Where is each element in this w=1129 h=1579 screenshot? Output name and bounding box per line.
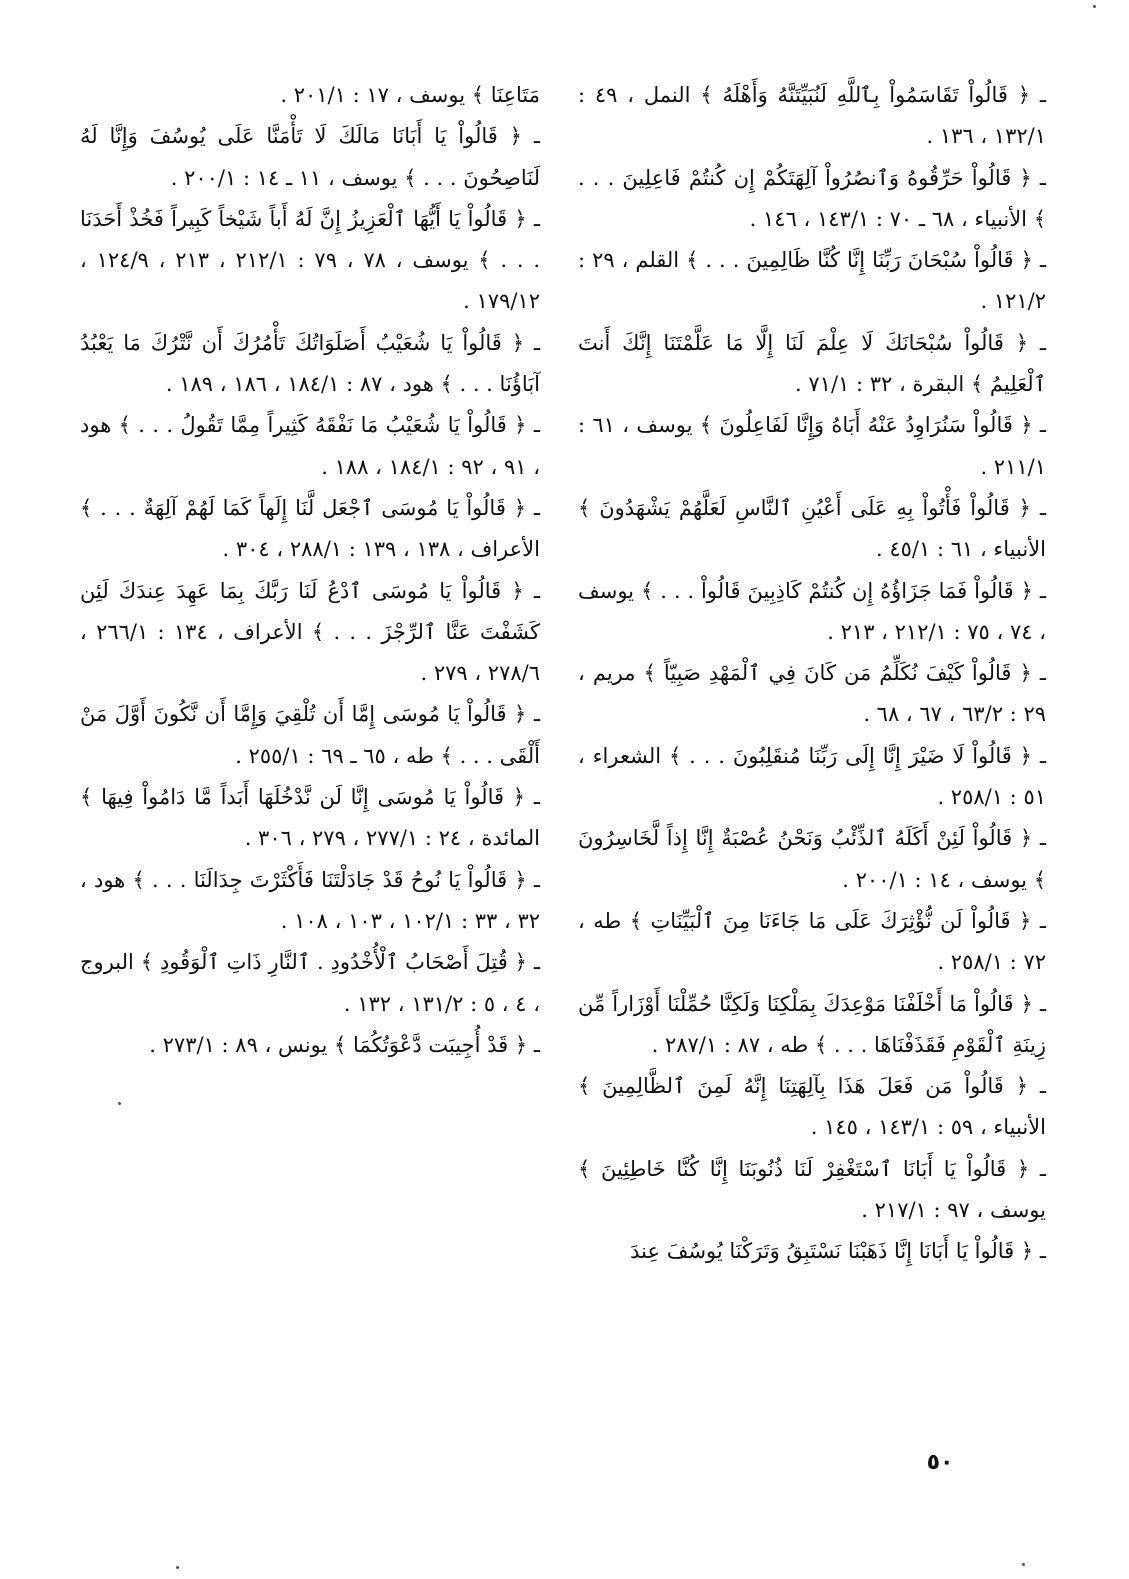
index-entry: ـ ﴿ قَالُواْ يَا مُوسَى ٱجْعَل لَّنَا إِلَهاً كَمَا لَهُمْ آلِهَةٌ . . . ﴾ الأعراف ، ١٣٨ ، ١٣٩ : ٢٨٨/١ ، ٣٠٤ .	[80, 495, 540, 562]
index-entry: ـ ﴿ قَالُواْ لَا ضَيْرَ إِنَّا إِلَى رَبِّنَا مُنقَلِبُونَ . . . ﴾ الشعراء ، ٥١ : ٢٥٨/١ .	[578, 743, 1046, 810]
index-entry: ـ ﴿ قَالُواْ مَن فَعَلَ هَذَا بِآلِهَتِنَا إِنَّهُ لَمِنَ ٱلظَّالِمِينَ ﴾ الأنبياء ، ٥٩ : ١٤٣/١ ، ١٤٥ .	[578, 1074, 1046, 1140]
index-entry: ـ ﴿ قَالُواْ فَمَا جَزَاؤُهُ إِن كُنتُمْ كَاذِبِينَ قَالُواْ . . . ﴾ يوسف ، ٧٤ ، ٧٥ : ٢١٢/١ ، ٢١٣ .	[578, 578, 1046, 644]
index-entry: ـ ﴿ قَدْ أُجِيبَت دَّعْوَتُكُمَا ﴾ يونس ، ٨٩ : ٢٧٣/١ .	[149, 1032, 540, 1057]
index-entry: ـ ﴿ قَالُواْ يَا أَبَانَا إِنَّا ذَهَبْنَا نَسْتَبِقُ وَتَرَكْنَا يُوسُفَ عِندَ	[630, 1239, 1046, 1264]
index-entry: ـ ﴿ قَالُواْ فَأْتُواْ بِهِ عَلَى أَعْيُنِ ٱلنَّاسِ لَعَلَّهُمْ يَشْهَدُونَ ﴾ الأنبياء ، ٦١ : ٤٥/١ .	[578, 495, 1046, 562]
index-entry: ـ ﴿ قَالُواْ كَيْفَ نُكَلِّمُ مَن كَانَ فِي ٱلْمَهْدِ صَبِيّاً ﴾ مريم ، ٢٩ : ٦٣/٢ ، ٦٧ ، ٦٨ .	[578, 661, 1046, 727]
index-entry: ـ ﴿ قَالُواْ سُبْحَانَ رَبِّنَا إِنَّا كُنَّا ظَالِمِينَ . . . ﴾ القلم ، ٢٩ : ١٢١/٢ .	[578, 248, 1046, 314]
index-entry: ـ ﴿ قَالُواْ لَن نُّؤْثِرَكَ عَلَى مَا جَاءَنَا مِنَ ٱلْبَيِّنَاتِ ﴾ طه ، ٧٢ : ٢٥٨/١ .	[578, 908, 1046, 975]
index-entry: ـ ﴿ قَالُواْ يَا مُوسَى ٱدْعُ لَنَا رَبَّكَ بِمَا عَهِدَ عِندَكَ لَئِن كَشَفْتَ عَنَّا ٱلرِّجْزَ . . . ﴾ الأعراف ، ١٣٤ : ٢٦٦/١ ، ٢٧٨/٦ ، ٢٧٩ .	[80, 578, 540, 686]
scan-speck	[176, 1566, 179, 1569]
index-entry: ـ ﴿ قَالُواْ يَا شُعَيْبُ أَصَلَوَاتُكَ تَأْمُرُكَ أَن نَّتْرُكَ مَا يَعْبُدُ آبَاؤُنَا . . . ﴾ هود ، ٨٧ : ١٨٤/١ ، ١٨٦ ، ١٨٩ .	[80, 330, 540, 397]
index-entry: ـ ﴿ قَالُواْ سَنُرَاوِدُ عَنْهُ أَبَاهُ وَإِنَّا لَفَاعِلُونَ ﴾ يوسف ، ٦١ : ٢١١/١ .	[578, 413, 1046, 479]
index-entry: ـ ﴿ قَالُواْ مَا أَخْلَفْنَا مَوْعِدَكَ بِمَلْكِنَا وَلَكِنَّا حُمِّلْنَا أَوْزَاراً مِّن زِينَةِ ٱلْقَوْمِ فَقَذَفْنَاهَا . . . ﴾ طه ، ٨٧ : ٢٨٧/١ .	[578, 991, 1046, 1057]
index-entry: ـ ﴿ قَالُواْ يَا أَبَانَا ٱسْتَغْفِرْ لَنَا ذُنُوبَنَا إِنَّا كُنَّا خَاطِئِينَ ﴾ يوسف ، ٩٧ : ٢١٧/١ .	[578, 1156, 1046, 1223]
page-number: ٥٠	[926, 1450, 954, 1475]
index-entry: ـ ﴿ قَالُواْ يَا مُوسَى إِنَّا لَن نَّدْخُلَهَا أَبَداً مَّا دَامُواْ فِيهَا ﴾ المائدة ، ٢٤ : ٢٧٧/١ ، ٢٧٩ ، ٣٠٦ .	[80, 785, 540, 851]
index-entry: ـ ﴿ قَالُواْ سُبْحَانَكَ لَا عِلْمَ لَنَا إِلَّا مَا عَلَّمْتَنَا إِنَّكَ أَنتَ ٱلْعَلِيمُ ﴾ البقرة ، ٣٢ : ٧١/١ .	[578, 330, 1046, 397]
index-entry: ـ ﴿ قَالُواْ لَئِنْ أَكَلَهُ ٱلذِّئْبُ وَنَحْنُ عُصْبَةٌ إِنَّا إِذاً لَّخَاسِرُونَ ﴾ يوسف ، ١٤ : ٢٠٠/١ .	[578, 826, 1046, 892]
right-column	[578, 75, 1046, 1273]
left-column	[80, 75, 540, 1066]
index-entry: ـ ﴿ قَالُواْ يَا شُعَيْبُ مَا نَفْقَهُ كَثِيراً مِمَّا تَقُولُ . . . ﴾ هود ، ٩١ ، ٩٢ : ١٨٤/١ ، ١٨٨ .	[80, 413, 540, 479]
index-entry: ـ ﴿ قُتِلَ أَصْحَابُ ٱلْأُخْدُودِ . ٱلنَّارِ ذَاتِ ٱلْوَقُودِ ﴾ البروج ، ٤ ، ٥ : ١٣١/٢ ، ١٣٢ .	[80, 950, 540, 1016]
index-entry: مَتَاعِنَا ﴾ يوسف ، ١٧ : ٢٠١/١ .	[280, 83, 540, 107]
index-entry: ـ ﴿ قَالُواْ يَا مُوسَى إِمَّا أَن تُلْقِيَ وَإِمَّا أَن نَّكُونَ أَوَّلَ مَنْ أَلْقَى . . . ﴾ طه ، ٦٥ ـ ٦٩ : ٢٥٥/١ .	[80, 702, 540, 768]
index-entry: ـ ﴿ قَالُواْ حَرِّقُوهُ وَٱنصُرُواْ آلِهَتَكُمْ إِن كُنتُمْ فَاعِلِينَ . . . ﴾ الأنبياء ، ٦٨ ـ ٧٠ : ١٤٣/١ ، ١٤٦ .	[578, 165, 1046, 231]
scan-speck	[1022, 1563, 1025, 1566]
index-entry: ـ ﴿ قَالُواْ تَقَاسَمُواْ بِٱللَّهِ لَنُبَيِّتَنَّهُ وَأَهْلَهُ ﴾ النمل ، ٤٩ : ١٣٢/١ ، ١٣٦ .	[578, 83, 1046, 149]
index-entry: ـ ﴿ قَالُواْ يَا أَبَانَا مَالَكَ لَا تَأْمَنَّا عَلَى يُوسُفَ وَإِنَّا لَهُ لَنَاصِحُونَ . . . ﴾ يوسف ، ١١ ـ ١٤ : ٢٠٠/١ .	[80, 124, 540, 190]
index-entry: ـ ﴿ قَالُواْ يَا نُوحُ قَدْ جَادَلْتَنَا فَأَكْثَرْتَ جِدَالَنَا . . . ﴾ هود ، ٣٢ ، ٣٣ : ١٠٢/١ ، ١٠٣ ، ١٠٨ .	[80, 867, 540, 933]
index-entry: ـ ﴿ قَالُواْ يَا أَيُّهَا ٱلْعَزِيزُ إِنَّ لَهُ أَباً شَيْخاً كَبِيراً فَخُذْ أَحَدَنَا . . . ﴾ يوسف ، ٧٨ ، ٧٩ : ٢١٢/١ ، ٢١٣ ، ١٢٤/٩ ، ١٧٩/١٢ .	[80, 206, 541, 314]
scan-speck	[1093, 5, 1096, 8]
scan-speck	[118, 1102, 121, 1105]
